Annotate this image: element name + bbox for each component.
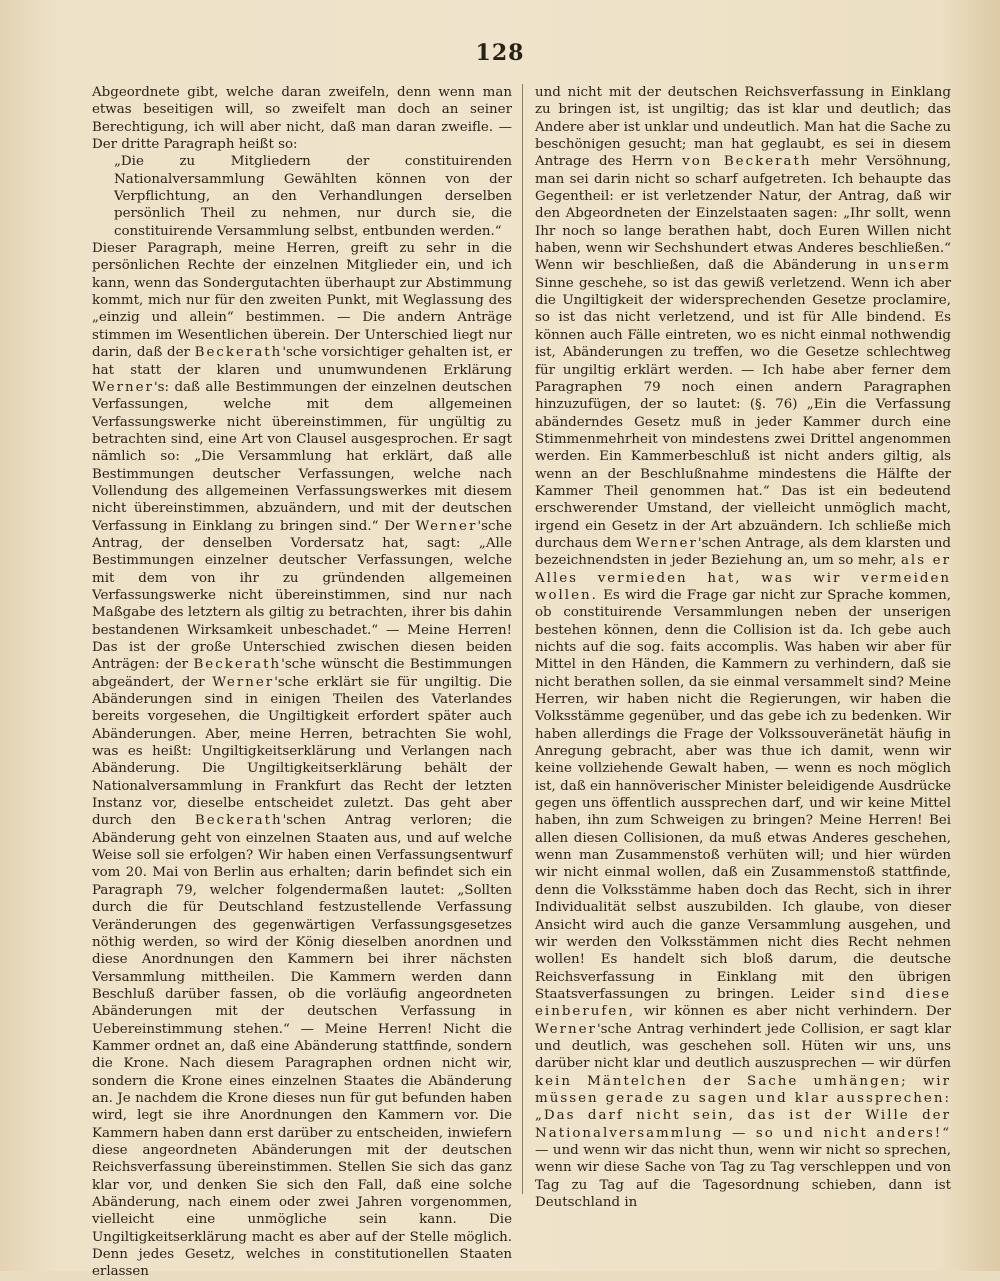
emphasis: kein Mäntelchen der Sache umhängen; wir müssen gerade zu sagen und klar aussprechen: „Das darf nicht sein, das ist der Wille der Nationalversammlung — so und nicht anders!“	[535, 1073, 951, 1141]
right-column	[535, 84, 951, 1211]
speaker-name: Beckerath	[193, 657, 282, 673]
speaker-name: Werner	[92, 379, 154, 395]
column-divider	[522, 84, 523, 1194]
emphasis: sind diese einberufen,	[535, 986, 951, 1020]
page-number: 128	[475, 40, 525, 66]
paragraph-continued: und nicht mit der deutschen Reichsverfassung in Einklang zu bringen ist, ist ungiltig; das ist klar und deutlich; das Andere aber ist unklar und undeutlich. Man hat die Sache zu beschönigen gesucht; man hat geglaubt, es sei in diesem Antrage des Herrn von Beckerath mehr Versöhnung, man sei darin nicht so scharf aufgetreten. Ich behaupte das Gegentheil: er ist verletzender Natur, der Antrag, daß wir den Abgeordneten der Einzelstaaten sagen: „Ihr sollt, wenn Ihr noch so lange berathen habt, doch Euren Willen nicht haben, wenn wir Sechshundert etwas Anderes beschließen.“ Wenn wir beschließen, daß die Abänderung in unserm Sinne geschehe, so ist das gewiß verletzend. Wenn ich aber die Ungiltigkeit der widersprechenden Gesetze proclamire, so ist das nicht verletzend, und ist für Alle bindend. Es können auch Fälle eintreten, wo es nicht einmal nothwendig ist, Abänderungen zu treffen, wo die Gesetze schlechtweg für ungiltig erklärt werden. — Ich habe aber ferner dem Paragraphen 79 noch einen andern Paragraphen hinzuzufügen, der so lautet: (§. 76) „Ein die Verfassung abänderndes Gesetz muß in jeder Kammer durch eine Stimmenmehrheit von mindestens zwei Drittel angenommen werden. Ein Kammerbeschluß ist nicht anders giltig, als wenn an der Beschlußnahme mindestens die Hälfte der Kammer Theil genommen hat.“ Das ist ein bedeutend erschwerender Umstand, der vielleicht unmöglich macht, irgend ein Gesetz in der Art abzuändern. Ich schließe mich durchaus dem Werner'schen Antrage, als dem klarsten und bezeichnendsten in jeder Beziehung an, um so mehr, als er Alles vermieden hat, was wir vermeiden wollen. Es wird die Frage gar nicht zur Sprache kommen, ob constituirende Versammlungen neben der unserigen bestehen können, denn die Collision ist da. Ich gebe auch nichts auf die sog. faits accomplis. Was haben wir aber für Mittel in den Händen, die Kammern zu verhindern, daß sie nicht berathen sollen, da sie einmal versammelt sind? Meine Herren, wir haben nicht die Regierungen, wir haben die Volksstämme gegenüber, und das gebe ich zu bedenken. Wir haben allerdings die Frage der Volkssouveränetät häufig in Anregung gebracht, aber was thue ich damit, wenn wir keine vollziehende Gewalt haben, — wenn es noch möglich ist, daß ein hannöverischer Minister beleidigende Ausdrücke gegen uns öffentlich aussprechen darf, und wir keine Mittel haben, ihn zum Schweigen zu bringen? Meine Herren! Bei allen diesen Collisionen, da muß etwas Anderes geschehen, wenn man Zusammenstoß verhüten will; und hier würden wir nicht einmal wollen, daß ein Zusammenstoß stattfinde, denn die Volksstämme haben doch das Recht, sich in ihrer Individualität selbst auszubilden. Ich glaube, von dieser Ansicht wird auch die ganze Versammlung ausgehen, und wir werden den Volksstämmen nicht dies Recht nehmen wollen! Es handelt sich bloß darum, die deutsche Reichsverfassung in Einklang mit den übrigen Staatsverfassungen zu bringen. Leider sind diese einberufen, wir können es aber nicht verhindern. Der Werner'sche Antrag verhindert jede Collision, er sagt klar und deutlich, was geschehen soll. Hüten wir uns, uns darüber nicht klar und deutlich auszusprechen — wir dürfen kein Mäntelchen der Sache umhängen; wir müssen gerade zu sagen und klar aussprechen: „Das darf nicht sein, das ist der Wille der Nationalversammlung — so und nicht anders!“ — und wenn wir das nicht thun, wenn wir nicht so sprechen, wenn wir diese Sache von Tag zu Tag verschleppen und von Tag zu Tag auf die Tagesordnung schieben, dann ist Deutschland in	[535, 85, 952, 1210]
left-column	[92, 84, 512, 1281]
speaker-name: von Beckerath	[682, 154, 812, 170]
speaker-name: Werner	[535, 1021, 597, 1037]
emphasis: als er Alles vermieden hat, was wir vermeiden wollen.	[535, 553, 951, 603]
paragraph-intro: Abgeordnete gibt, welche daran zweifeln, denn wenn man etwas beseitigen will, so zweifelt man doch an seiner Berechtigung, ich will aber nicht, daß man daran zweifle. — Der dritte Paragraph heißt so:	[92, 85, 512, 153]
quoted-paragraph: „Die zu Mitgliedern der constituirenden Nationalversammlung Gewählten können von der Verpflichtung, an den Verhandlungen derselben persönlich Theil zu nehmen, nur durch sie, die constituirende Versammlung selbst, entbunden werden.“	[114, 154, 512, 239]
paragraph-main: Dieser Paragraph, meine Herren, greift zu sehr in die persönlichen Rechte der einzelnen Mitglieder ein, und ich kann, wenn das Sondergutachten überhaupt zur Abstimmung kommt, mich nur für den zweiten Punkt, mit Weglassung des „einzig und allein“ bestimmen. — Die andern Anträge stimmen im Wesentlichen überein. Der Unterschied liegt nur darin, daß der Beckerath'sche vorsichtiger gehalten ist, er hat statt der klaren und unumwundenen Erklärung Werner's: daß alle Bestimmungen der einzelnen deutschen Verfassungen, welche mit dem allgemeinen Verfassungswerke nicht übereinstimmen, für ungültig zu betrachten sind, eine Art von Clausel ausgesprochen. Er sagt nämlich so: „Die Versammlung hat erklärt, daß alle Bestimmungen deutscher Verfassungen, welche nach Vollendung des allgemeinen Verfassungswerkes mit diesem nicht übereinstimmen, abzuändern, und mit der deutschen Verfassung in Einklang zu bringen sind.“ Der Werner'sche Antrag, der denselben Vordersatz hat, sagt: „Alle Bestimmungen einzelner deutscher Verfassungen, welche mit dem von ihr zu gründenden allgemeinen Verfassungswerke nicht übereinstimmen, sind nur nach Maßgabe des letztern als giltig zu betrachten, ihrer bis dahin bestandenen Wirksamkeit unbeschadet.“ — Meine Herren! Das ist der große Unterschied zwischen diesen beiden Anträgen: der Beckerath'sche wünscht die Bestimmungen abgeändert, der Werner'sche erklärt sie für ungiltig. Die Abänderungen sind in einigen Theilen des Vaterlandes bereits vorgesehen, die Ungiltigkeit erfordert später auch Abänderungen. Aber, meine Herren, betrachten Sie wohl, was es heißt: Ungiltigkeitserklärung und Verlangen nach Abänderung. Die Ungiltigkeitserklärung behält der Nationalversammlung in Frankfurt das Recht der letzten Instanz vor, dieselbe entscheidet zuletzt. Das geht aber durch den Beckerath'schen Antrag verloren; die Abänderung geht von einzelnen Staaten aus, und auf welche Weise soll sie erfolgen? Wir haben einen Verfassungsentwurf vom 20. Mai von Berlin aus erhalten; darin befindet sich ein Paragraph 79, welcher folgendermaßen lautet: „Sollten durch die für Deutschland festzustellende Verfassung Veränderungen des gegenwärtigen Verfassungsgesetzes nöthig werden, so wird der König dieselben anordnen und diese Anordnungen den Kammern bei ihrer nächsten Versammlung mittheilen. Die Kammern werden dann Beschluß darüber fassen, ob die vorläufig angeordneten Abänderungen mit der deutschen Verfassung in Uebereinstimmung stehen.“ — Meine Herren! Nicht die Kammer ordnet an, daß eine Abänderung stattfinde, sondern die Krone. Nach diesem Paragraphen ordnen nicht wir, sondern die Krone eines einzelnen Staates die Abänderung an. Je nachdem die Krone dieses nun für gut befunden haben wird, legt sie ihre Anordnungen den Kammern vor. Die Kammern haben dann erst darüber zu entscheiden, inwiefern diese angeordneten Abänderungen mit der deutschen Reichsverfassung übereinstimmen. Stellen Sie sich das ganz klar vor, und denken Sie sich den Fall, daß eine solche Abänderung, nach einem oder zwei Jahren vorgenommen, vielleicht eine unmögliche sein kann. Die Ungiltigkeitserklärung macht es aber auf der Stelle möglich. Denn jedes Gesetz, welches in constitutionellen Staaten erlassen	[92, 241, 512, 1280]
speaker-name: Werner	[415, 518, 478, 534]
speaker-name: Werner	[212, 674, 275, 690]
speaker-name: Beckerath	[194, 345, 283, 361]
emphasis: unserm	[887, 258, 951, 274]
speaker-name: Werner	[635, 535, 698, 551]
speaker-name: Beckerath	[194, 813, 283, 829]
